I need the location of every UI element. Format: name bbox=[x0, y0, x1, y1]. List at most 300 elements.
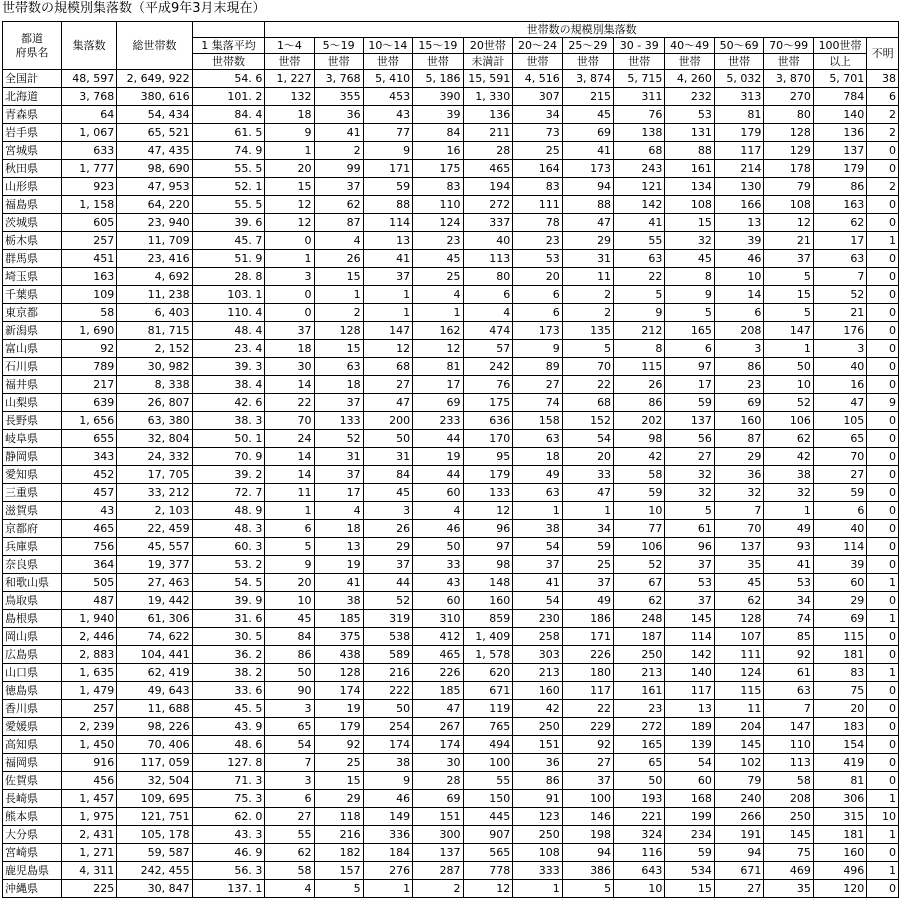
value-cell: 300 bbox=[413, 826, 463, 844]
value-cell: 14 bbox=[265, 376, 314, 394]
prefecture-cell: 新潟県 bbox=[3, 322, 62, 340]
value-cell: 22 bbox=[614, 268, 665, 286]
value-cell: 51. 9 bbox=[192, 250, 265, 268]
value-cell: 163 bbox=[813, 196, 866, 214]
value-cell: 13 bbox=[714, 214, 763, 232]
col-header-settlements: 集落数 bbox=[62, 22, 117, 70]
value-cell: 445 bbox=[463, 808, 513, 826]
value-cell: 68 bbox=[614, 142, 665, 160]
value-cell: 386 bbox=[562, 862, 613, 880]
value-cell: 39 bbox=[813, 556, 866, 574]
value-cell: 132 bbox=[265, 88, 314, 106]
col-header-size-11-sub: 世帯 bbox=[764, 54, 813, 70]
value-cell: 306 bbox=[813, 790, 866, 808]
value-cell: 1 bbox=[265, 142, 314, 160]
value-cell: 191 bbox=[714, 826, 763, 844]
prefecture-cell: 山形県 bbox=[3, 178, 62, 196]
value-cell: 2 bbox=[413, 880, 463, 898]
value-cell: 54, 434 bbox=[117, 106, 192, 124]
value-cell: 643 bbox=[614, 862, 665, 880]
value-cell: 9 bbox=[867, 394, 899, 412]
value-cell: 128 bbox=[764, 124, 813, 142]
value-cell: 49 bbox=[764, 520, 813, 538]
value-cell: 160 bbox=[813, 844, 866, 862]
value-cell: 37 bbox=[513, 556, 562, 574]
prefecture-cell: 広島県 bbox=[3, 646, 62, 664]
value-cell: 15 bbox=[314, 772, 363, 790]
value-cell: 47 bbox=[363, 394, 412, 412]
value-cell: 25 bbox=[562, 556, 613, 574]
value-cell: 1, 975 bbox=[62, 808, 117, 826]
value-cell: 85 bbox=[764, 628, 813, 646]
value-cell: 58 bbox=[614, 466, 665, 484]
value-cell: 157 bbox=[314, 862, 363, 880]
value-cell: 208 bbox=[764, 790, 813, 808]
value-cell: 0 bbox=[867, 412, 899, 430]
value-cell: 104, 441 bbox=[117, 646, 192, 664]
table-row bbox=[3, 376, 899, 394]
value-cell: 8 bbox=[614, 340, 665, 358]
value-cell: 487 bbox=[62, 592, 117, 610]
value-cell: 164 bbox=[513, 160, 562, 178]
value-cell: 18 bbox=[265, 106, 314, 124]
col-header-size-1-sub: 世帯 bbox=[265, 54, 314, 70]
table-row bbox=[3, 664, 899, 682]
value-cell: 4 bbox=[314, 502, 363, 520]
prefecture-cell: 青森県 bbox=[3, 106, 62, 124]
value-cell: 465 bbox=[62, 520, 117, 538]
value-cell: 1 bbox=[513, 880, 562, 898]
value-cell: 6, 403 bbox=[117, 304, 192, 322]
value-cell: 79 bbox=[764, 178, 813, 196]
value-cell: 14 bbox=[714, 286, 763, 304]
value-cell: 240 bbox=[714, 790, 763, 808]
col-header-size-6-sub: 世帯 bbox=[513, 54, 562, 70]
value-cell: 52 bbox=[813, 286, 866, 304]
value-cell: 226 bbox=[562, 646, 613, 664]
value-cell: 2, 103 bbox=[117, 502, 192, 520]
value-cell: 26 bbox=[314, 250, 363, 268]
value-cell: 194 bbox=[463, 178, 513, 196]
value-cell: 22, 459 bbox=[117, 520, 192, 538]
value-cell: 173 bbox=[513, 322, 562, 340]
table-row bbox=[3, 592, 899, 610]
value-cell: 1, 450 bbox=[62, 736, 117, 754]
value-cell: 114 bbox=[813, 538, 866, 556]
value-cell: 47 bbox=[562, 214, 613, 232]
value-cell: 23. 4 bbox=[192, 340, 265, 358]
value-cell: 30, 982 bbox=[117, 358, 192, 376]
value-cell: 3 bbox=[265, 772, 314, 790]
value-cell: 137 bbox=[813, 142, 866, 160]
prefecture-cell: 大分県 bbox=[3, 826, 62, 844]
value-cell: 21 bbox=[813, 304, 866, 322]
value-cell: 311 bbox=[614, 88, 665, 106]
value-cell: 1, 578 bbox=[463, 646, 513, 664]
value-cell: 217 bbox=[62, 376, 117, 394]
value-cell: 37 bbox=[665, 592, 714, 610]
value-cell: 55 bbox=[614, 232, 665, 250]
value-cell: 1, 690 bbox=[62, 322, 117, 340]
value-cell: 10 bbox=[614, 880, 665, 898]
value-cell: 54 bbox=[513, 538, 562, 556]
value-cell: 81 bbox=[714, 106, 763, 124]
value-cell: 225 bbox=[62, 880, 117, 898]
value-cell: 333 bbox=[513, 862, 562, 880]
value-cell: 50 bbox=[413, 538, 463, 556]
value-cell: 53 bbox=[665, 106, 714, 124]
value-cell: 94 bbox=[562, 178, 613, 196]
value-cell: 139 bbox=[665, 736, 714, 754]
value-cell: 63 bbox=[513, 430, 562, 448]
value-cell: 74. 9 bbox=[192, 142, 265, 160]
col-header-size-10-sub: 世帯 bbox=[714, 54, 763, 70]
value-cell: 534 bbox=[665, 862, 714, 880]
value-cell: 50 bbox=[764, 358, 813, 376]
value-cell: 114 bbox=[665, 628, 714, 646]
value-cell: 0 bbox=[867, 844, 899, 862]
value-cell: 17 bbox=[665, 376, 714, 394]
col-header-size-10: 50～69 bbox=[714, 38, 763, 54]
value-cell: 5 bbox=[614, 286, 665, 304]
prefecture-cell: 北海道 bbox=[3, 88, 62, 106]
value-cell: 2 bbox=[314, 142, 363, 160]
value-cell: 233 bbox=[413, 412, 463, 430]
value-cell: 2, 239 bbox=[62, 718, 117, 736]
value-cell: 1 bbox=[867, 664, 899, 682]
value-cell: 69 bbox=[813, 610, 866, 628]
value-cell: 55 bbox=[265, 826, 314, 844]
value-cell: 765 bbox=[463, 718, 513, 736]
value-cell: 114 bbox=[363, 214, 412, 232]
value-cell: 25 bbox=[513, 142, 562, 160]
value-cell: 3 bbox=[813, 340, 866, 358]
prefecture-cell: 千葉県 bbox=[3, 286, 62, 304]
value-cell: 32 bbox=[714, 484, 763, 502]
value-cell: 64 bbox=[62, 106, 117, 124]
value-cell: 70 bbox=[813, 448, 866, 466]
table-row bbox=[3, 682, 899, 700]
header-row-1 bbox=[3, 22, 899, 38]
value-cell: 58 bbox=[764, 772, 813, 790]
table-row bbox=[3, 232, 899, 250]
col-header-size-12: 100世帯 bbox=[813, 38, 866, 54]
prefecture-cell: 栃木県 bbox=[3, 232, 62, 250]
value-cell: 243 bbox=[614, 160, 665, 178]
value-cell: 91 bbox=[513, 790, 562, 808]
value-cell: 101. 2 bbox=[192, 88, 265, 106]
value-cell: 469 bbox=[764, 862, 813, 880]
value-cell: 17 bbox=[413, 376, 463, 394]
col-header-avg-1: 1 集落平均 bbox=[192, 38, 265, 54]
value-cell: 60 bbox=[813, 574, 866, 592]
value-cell: 117 bbox=[714, 142, 763, 160]
value-cell: 80 bbox=[764, 106, 813, 124]
value-cell: 2 bbox=[314, 304, 363, 322]
prefecture-cell: 京都府 bbox=[3, 520, 62, 538]
value-cell: 79 bbox=[714, 772, 763, 790]
value-cell: 6 bbox=[665, 340, 714, 358]
value-cell: 213 bbox=[513, 664, 562, 682]
value-cell: 171 bbox=[363, 160, 412, 178]
value-cell: 36. 2 bbox=[192, 646, 265, 664]
col-header-pref: 都道 府県名 bbox=[3, 22, 62, 70]
value-cell: 137 bbox=[665, 412, 714, 430]
value-cell: 160 bbox=[714, 412, 763, 430]
value-cell: 1, 656 bbox=[62, 412, 117, 430]
value-cell: 0 bbox=[867, 286, 899, 304]
value-cell: 212 bbox=[614, 322, 665, 340]
table-row bbox=[3, 646, 899, 664]
value-cell: 146 bbox=[562, 808, 613, 826]
value-cell: 86 bbox=[265, 646, 314, 664]
value-cell: 216 bbox=[314, 826, 363, 844]
value-cell: 83 bbox=[513, 178, 562, 196]
prefecture-cell: 高知県 bbox=[3, 736, 62, 754]
value-cell: 38. 2 bbox=[192, 664, 265, 682]
value-cell: 214 bbox=[714, 160, 763, 178]
value-cell: 639 bbox=[62, 394, 117, 412]
value-cell: 124 bbox=[714, 664, 763, 682]
value-cell: 53 bbox=[764, 574, 813, 592]
value-cell: 496 bbox=[813, 862, 866, 880]
value-cell: 90 bbox=[265, 682, 314, 700]
value-cell: 2 bbox=[562, 286, 613, 304]
value-cell: 128 bbox=[314, 664, 363, 682]
value-cell: 38 bbox=[867, 70, 899, 88]
value-cell: 12 bbox=[463, 502, 513, 520]
value-cell: 63 bbox=[314, 358, 363, 376]
col-header-size-9-sub: 世帯 bbox=[665, 54, 714, 70]
value-cell: 4 bbox=[463, 304, 513, 322]
value-cell: 419 bbox=[813, 754, 866, 772]
value-cell: 134 bbox=[665, 178, 714, 196]
value-cell: 30. 5 bbox=[192, 628, 265, 646]
value-cell: 0 bbox=[867, 556, 899, 574]
value-cell: 11 bbox=[265, 484, 314, 502]
value-cell: 36 bbox=[314, 106, 363, 124]
value-cell: 71. 3 bbox=[192, 772, 265, 790]
col-header-size-9: 40～49 bbox=[665, 38, 714, 54]
table-row bbox=[3, 196, 899, 214]
col-header-size-8-sub: 世帯 bbox=[614, 54, 665, 70]
value-cell: 266 bbox=[714, 808, 763, 826]
value-cell: 303 bbox=[513, 646, 562, 664]
table-row bbox=[3, 142, 899, 160]
table-row bbox=[3, 772, 899, 790]
prefecture-cell: 熊本県 bbox=[3, 808, 62, 826]
value-cell: 1 bbox=[265, 502, 314, 520]
value-cell: 33 bbox=[562, 466, 613, 484]
table-row bbox=[3, 754, 899, 772]
value-cell: 0 bbox=[867, 250, 899, 268]
value-cell: 52 bbox=[764, 394, 813, 412]
col-header-size-11: 70～99 bbox=[764, 38, 813, 54]
value-cell: 133 bbox=[314, 412, 363, 430]
value-cell: 62, 419 bbox=[117, 664, 192, 682]
prefecture-cell: 長崎県 bbox=[3, 790, 62, 808]
table-row bbox=[3, 322, 899, 340]
value-cell: 42. 6 bbox=[192, 394, 265, 412]
value-cell: 230 bbox=[513, 610, 562, 628]
value-cell: 98, 226 bbox=[117, 718, 192, 736]
value-cell: 0 bbox=[867, 322, 899, 340]
value-cell: 315 bbox=[813, 808, 866, 826]
value-cell: 3, 768 bbox=[62, 88, 117, 106]
value-cell: 250 bbox=[614, 646, 665, 664]
table-row bbox=[3, 394, 899, 412]
value-cell: 21 bbox=[764, 232, 813, 250]
value-cell: 216 bbox=[363, 664, 412, 682]
prefecture-cell: 滋賀県 bbox=[3, 502, 62, 520]
value-cell: 2, 446 bbox=[62, 628, 117, 646]
value-cell: 84 bbox=[413, 124, 463, 142]
value-cell: 276 bbox=[363, 862, 412, 880]
value-cell: 438 bbox=[314, 646, 363, 664]
value-cell: 565 bbox=[463, 844, 513, 862]
value-cell: 12 bbox=[265, 214, 314, 232]
value-cell: 33, 212 bbox=[117, 484, 192, 502]
value-cell: 24, 332 bbox=[117, 448, 192, 466]
prefecture-cell: 長野県 bbox=[3, 412, 62, 430]
value-cell: 5, 410 bbox=[363, 70, 412, 88]
value-cell: 108 bbox=[764, 196, 813, 214]
value-cell: 106 bbox=[764, 412, 813, 430]
value-cell: 50. 1 bbox=[192, 430, 265, 448]
table-body bbox=[3, 70, 899, 898]
prefecture-cell: 山梨県 bbox=[3, 394, 62, 412]
value-cell: 272 bbox=[614, 718, 665, 736]
value-cell: 160 bbox=[513, 682, 562, 700]
table-row bbox=[3, 214, 899, 232]
value-cell: 19, 377 bbox=[117, 556, 192, 574]
value-cell: 63 bbox=[513, 484, 562, 502]
prefecture-cell: 富山県 bbox=[3, 340, 62, 358]
value-cell: 48, 597 bbox=[62, 70, 117, 88]
col-header-size-4: 15～19 bbox=[413, 38, 463, 54]
value-cell: 39. 9 bbox=[192, 592, 265, 610]
value-cell: 121, 751 bbox=[117, 808, 192, 826]
value-cell: 154 bbox=[813, 736, 866, 754]
value-cell: 0 bbox=[867, 430, 899, 448]
value-cell: 250 bbox=[513, 718, 562, 736]
value-cell: 226 bbox=[413, 664, 463, 682]
value-cell: 59 bbox=[363, 178, 412, 196]
value-cell: 48. 3 bbox=[192, 520, 265, 538]
value-cell: 36 bbox=[714, 466, 763, 484]
value-cell: 94 bbox=[714, 844, 763, 862]
value-cell: 47 bbox=[413, 700, 463, 718]
value-cell: 50 bbox=[363, 700, 412, 718]
value-cell: 2 bbox=[867, 124, 899, 142]
table-row bbox=[3, 88, 899, 106]
value-cell: 179 bbox=[463, 466, 513, 484]
value-cell: 267 bbox=[413, 718, 463, 736]
value-cell: 17, 705 bbox=[117, 466, 192, 484]
value-cell: 9 bbox=[265, 124, 314, 142]
col-header-size-12-sub: 以上 bbox=[813, 54, 866, 70]
col-header-avg-top bbox=[192, 22, 265, 38]
value-cell: 110 bbox=[764, 736, 813, 754]
value-cell: 56. 3 bbox=[192, 862, 265, 880]
value-cell: 39 bbox=[714, 232, 763, 250]
value-cell: 135 bbox=[562, 322, 613, 340]
table-row bbox=[3, 502, 899, 520]
value-cell: 453 bbox=[363, 88, 412, 106]
settlement-table bbox=[2, 21, 899, 898]
value-cell: 18 bbox=[513, 448, 562, 466]
value-cell: 5 bbox=[314, 880, 363, 898]
value-cell: 32 bbox=[665, 466, 714, 484]
table-row bbox=[3, 106, 899, 124]
value-cell: 32 bbox=[665, 484, 714, 502]
value-cell: 103. 1 bbox=[192, 286, 265, 304]
value-cell: 211 bbox=[463, 124, 513, 142]
value-cell: 108 bbox=[513, 844, 562, 862]
value-cell: 17 bbox=[314, 484, 363, 502]
value-cell: 26 bbox=[363, 520, 412, 538]
value-cell: 86 bbox=[513, 772, 562, 790]
value-cell: 1 bbox=[413, 304, 463, 322]
value-cell: 23 bbox=[614, 700, 665, 718]
value-cell: 27 bbox=[513, 376, 562, 394]
value-cell: 123 bbox=[513, 808, 562, 826]
value-cell: 457 bbox=[62, 484, 117, 502]
value-cell: 0 bbox=[867, 214, 899, 232]
prefecture-cell: 静岡県 bbox=[3, 448, 62, 466]
value-cell: 1 bbox=[363, 286, 412, 304]
table-row bbox=[3, 844, 899, 862]
value-cell: 9 bbox=[665, 286, 714, 304]
value-cell: 234 bbox=[665, 826, 714, 844]
value-cell: 26 bbox=[614, 376, 665, 394]
value-cell: 37 bbox=[562, 772, 613, 790]
value-cell: 161 bbox=[614, 682, 665, 700]
value-cell: 62 bbox=[813, 214, 866, 232]
value-cell: 56 bbox=[665, 430, 714, 448]
value-cell: 145 bbox=[665, 610, 714, 628]
value-cell: 9 bbox=[513, 340, 562, 358]
value-cell: 133 bbox=[463, 484, 513, 502]
value-cell: 41 bbox=[314, 574, 363, 592]
value-cell: 1 bbox=[867, 826, 899, 844]
table-row bbox=[3, 466, 899, 484]
value-cell: 0 bbox=[867, 592, 899, 610]
value-cell: 465 bbox=[413, 646, 463, 664]
value-cell: 45. 5 bbox=[192, 700, 265, 718]
value-cell: 1, 330 bbox=[463, 88, 513, 106]
value-cell: 61 bbox=[764, 664, 813, 682]
value-cell: 8, 338 bbox=[117, 376, 192, 394]
value-cell: 10 bbox=[265, 592, 314, 610]
value-cell: 128 bbox=[314, 322, 363, 340]
table-row bbox=[3, 520, 899, 538]
value-cell: 119 bbox=[463, 700, 513, 718]
value-cell: 43. 9 bbox=[192, 718, 265, 736]
value-cell: 6 bbox=[265, 790, 314, 808]
value-cell: 189 bbox=[665, 718, 714, 736]
value-cell: 310 bbox=[413, 610, 463, 628]
value-cell: 54 bbox=[665, 754, 714, 772]
value-cell: 0 bbox=[867, 502, 899, 520]
value-cell: 60. 3 bbox=[192, 538, 265, 556]
value-cell: 4, 260 bbox=[665, 70, 714, 88]
value-cell: 42 bbox=[764, 448, 813, 466]
value-cell: 142 bbox=[614, 196, 665, 214]
value-cell: 1 bbox=[363, 880, 412, 898]
value-cell: 270 bbox=[764, 88, 813, 106]
value-cell: 52 bbox=[363, 592, 412, 610]
